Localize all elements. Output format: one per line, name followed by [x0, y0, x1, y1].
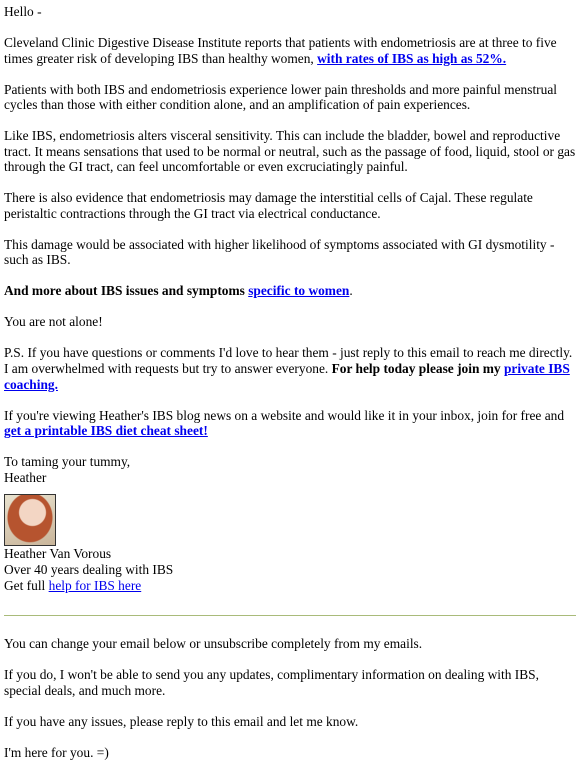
footer-divider	[4, 615, 576, 616]
paragraph-text: If you're viewing Heather's IBS blog news on a website and would like it in your inbox, join for free and	[4, 407, 565, 423]
period-text: .	[349, 283, 353, 299]
author-name: Heather Van Vorous	[4, 546, 112, 562]
paragraph-endometriosis-risk	[4, 35, 576, 66]
closing	[4, 454, 576, 485]
paragraph-text: P.S. If you have questions or comments I'd love to hear them - just reply to this email to reach me directly. I am overwhelmed with requests but try to answer everyone.	[4, 345, 573, 377]
paragraph-subscribe	[4, 408, 576, 439]
closing-name: Heather	[4, 469, 47, 485]
greeting: Hello -	[4, 4, 42, 19]
paragraph-dysmotility: This damage would be associated with higher likelihood of symptoms associated with GI dysmotility - such as IBS.	[4, 236, 555, 268]
ibs-rates-link[interactable]: with rates of IBS as high as 52%.	[317, 50, 507, 66]
paragraph-postscript	[4, 345, 576, 392]
paragraph-cajal-cells: There is also evidence that endometriosis may damage the interstitial cells of Cajal. These regulate peristaltic contractions through the GI tract via electrical conductance.	[4, 190, 533, 221]
cheat-sheet-link[interactable]: get a printable IBS diet cheat sheet!	[4, 423, 208, 439]
specific-to-women-link[interactable]: specific to women	[248, 283, 350, 299]
paragraph-bold-text: For help today please join my	[331, 361, 504, 377]
footer-change-email: You can change your email below or unsubscribe completely from my emails.	[4, 636, 423, 652]
author-photo	[4, 494, 56, 546]
private-coaching-link[interactable]: private IBS coaching.	[4, 361, 570, 392]
help-prefix: Get full	[4, 577, 49, 593]
author-tagline: Over 40 years dealing with IBS	[4, 561, 174, 577]
footer-updates-notice: If you do, I won't be able to send you any updates, complimentary information on dealing with IBS, special deals, and much more.	[4, 667, 539, 698]
help-line	[4, 578, 576, 594]
paragraph-bold-text: And more about IBS issues and symptoms	[4, 283, 249, 299]
paragraph-text: Cleveland Clinic Digestive Disease Institute reports that patients with endometriosis are at three to five times greater risk of developing IBS than healthy women,	[4, 34, 557, 66]
signature-block	[4, 546, 576, 593]
footer-here-for-you: I'm here for you. =)	[4, 744, 109, 760]
footer-issues: If you have any issues, please reply to this email and let me know.	[4, 713, 359, 729]
paragraph-pain-thresholds: Patients with both IBS and endometriosis experience lower pain thresholds and more painful menstrual cycles than those with either condition alone, and an amplification of pain experiences.	[4, 81, 557, 113]
paragraph-more-about-ibs	[4, 283, 576, 299]
help-for-ibs-link[interactable]: help for IBS here	[48, 577, 142, 593]
paragraph-visceral-sensitivity: Like IBS, endometriosis alters visceral sensitivity. This can include the bladder, bowel and reproductive tract. It means sensations that used to be normal or neutral, such as the passage of food, liquid, stool or gas through the GI tract, can feel uncomfortable or even excruciatingly painful.	[4, 128, 576, 175]
paragraph-not-alone: You are not alone!	[4, 314, 103, 330]
closing-line: To taming your tummy,	[4, 454, 131, 470]
